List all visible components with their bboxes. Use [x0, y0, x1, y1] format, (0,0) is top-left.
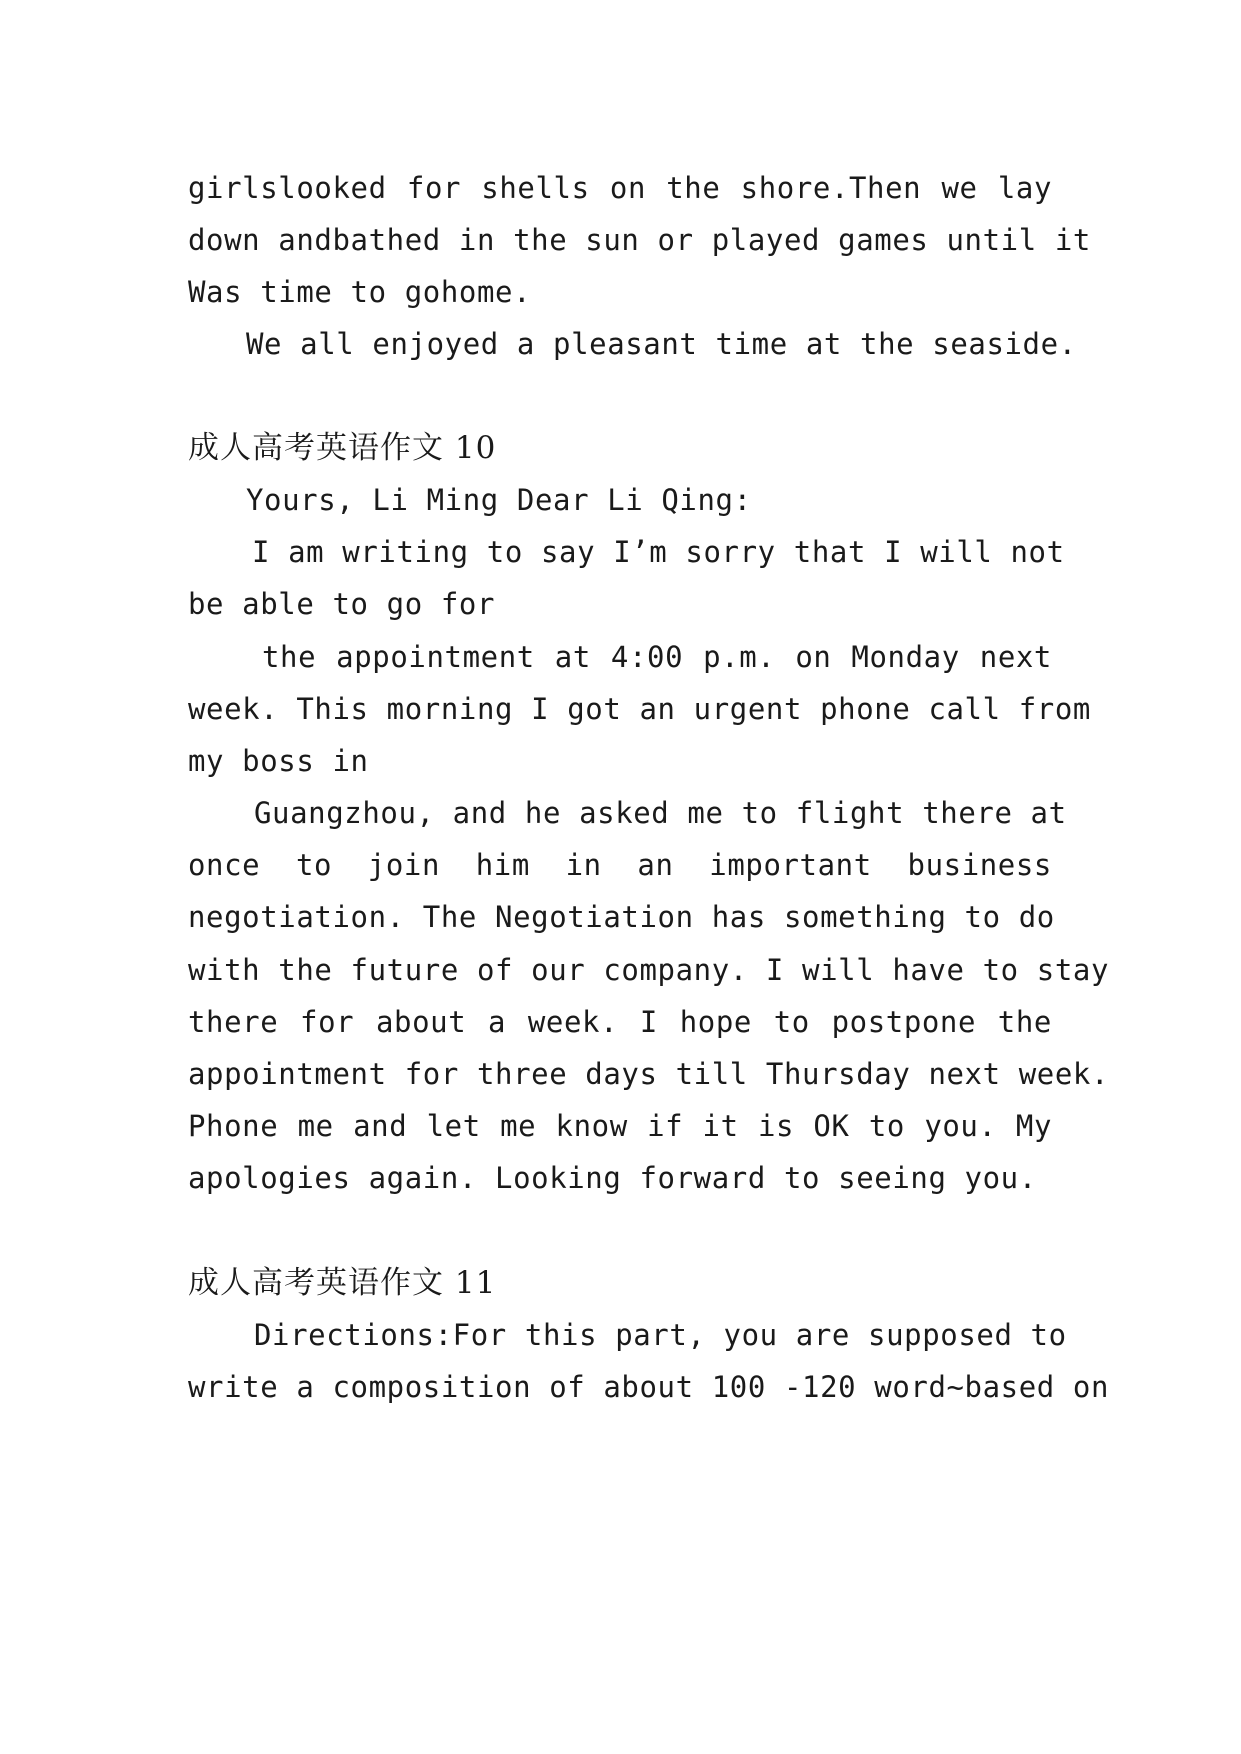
- section-heading: 成人高考英语作文 10: [188, 430, 497, 466]
- paragraph-line: down andbathed in the sun or played games until it: [188, 223, 1091, 257]
- paragraph-line: write a composition of about 100 -120 word~based on: [188, 1370, 1110, 1404]
- paragraph-line: We all enjoyed a pleasant time at the seaside.: [246, 327, 1077, 361]
- paragraph-line: Phone me and let me know if it is OK to you. My: [188, 1109, 1052, 1143]
- paragraph-line: Directions:For this part, you are supposed to: [254, 1318, 1067, 1352]
- paragraph-line: girlslooked for shells on the shore.Then we lay: [188, 171, 1052, 205]
- paragraph-line: Was time to gohome.: [188, 275, 532, 309]
- paragraph-line: the appointment at 4:00 p.m. on Monday next: [262, 640, 1052, 674]
- paragraph-line: negotiation. The Negotiation has something to do: [188, 900, 1055, 934]
- paragraph-line: apologies again. Looking forward to seeing you.: [188, 1161, 1037, 1195]
- paragraph-line: with the future of our company. I will have to stay: [188, 953, 1110, 987]
- paragraph-line: appointment for three days till Thursday next week.: [188, 1057, 1110, 1091]
- paragraph-line: my boss in: [188, 744, 369, 778]
- paragraph-line: week. This morning I got an urgent phone call from: [188, 692, 1091, 726]
- paragraph-line: there for about a week. I hope to postpone the: [188, 1005, 1052, 1039]
- paragraph-line: Guangzhou, and he asked me to flight there at: [254, 796, 1067, 830]
- paragraph-line: once to join him in an important business: [188, 848, 1052, 882]
- paragraph-line: Yours, Li Ming Dear Li Qing:: [246, 483, 752, 517]
- paragraph-line: be able to go for: [188, 587, 496, 621]
- paragraph-line: I am writing to say I’m sorry that I will not: [252, 535, 1065, 569]
- document-page: [188, 0, 1110, 1754]
- section-heading: 成人高考英语作文 11: [188, 1265, 497, 1301]
